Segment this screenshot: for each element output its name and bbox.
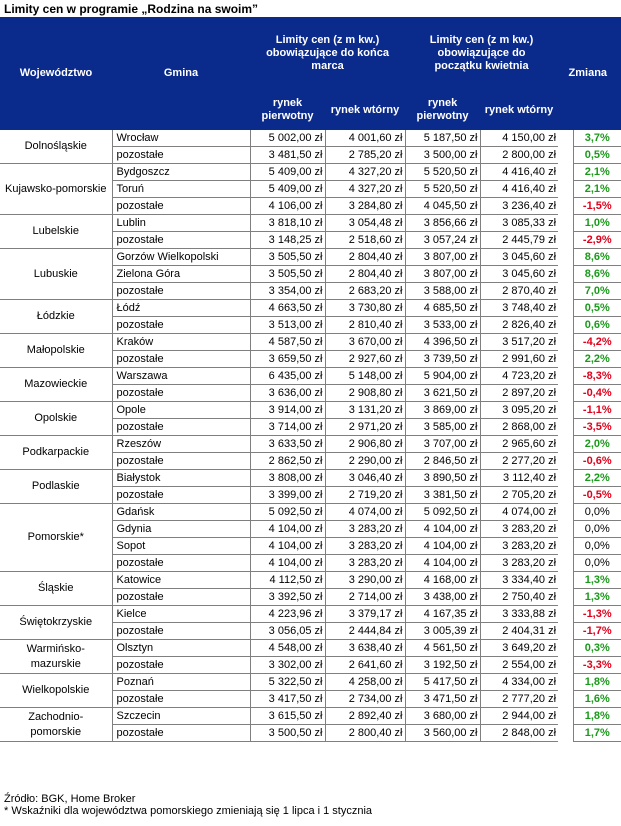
limit-primary-new: 3 588,00 zł xyxy=(405,283,480,300)
limit-primary-old: 4 112,50 zł xyxy=(250,572,325,589)
gmina-cell: pozostałe xyxy=(112,198,250,215)
limit-secondary-old: 2 785,20 zł xyxy=(325,147,405,164)
gmina-cell: pozostałe xyxy=(112,317,250,334)
gmina-cell: pozostałe xyxy=(112,555,250,572)
limit-secondary-old: 4 001,60 zł xyxy=(325,130,405,147)
limit-primary-old: 3 659,50 zł xyxy=(250,351,325,368)
limit-secondary-new: 2 991,60 zł xyxy=(480,351,558,368)
limit-primary-new: 3 807,00 zł xyxy=(405,249,480,266)
limit-primary-new: 5 187,50 zł xyxy=(405,130,480,147)
limit-primary-new: 2 846,50 zł xyxy=(405,453,480,470)
voivodeship-cell: Lubuskie xyxy=(0,249,112,300)
change-cell: -1,5% xyxy=(573,198,621,215)
change-cell: 0,3% xyxy=(573,640,621,657)
spacer-cell xyxy=(558,130,573,147)
spacer-cell xyxy=(558,351,573,368)
gmina-cell: Warszawa xyxy=(112,368,250,385)
spacer-cell xyxy=(558,504,573,521)
gmina-cell: pozostałe xyxy=(112,385,250,402)
voivodeship-cell: Opolskie xyxy=(0,402,112,436)
table-row xyxy=(0,368,621,385)
header-secondary-market-1: rynek wtórny xyxy=(325,90,405,130)
limit-primary-old: 5 409,00 zł xyxy=(250,181,325,198)
header-gmina: Gmina xyxy=(112,17,250,130)
table-row xyxy=(0,436,621,453)
limit-secondary-new: 3 112,40 zł xyxy=(480,470,558,487)
limit-secondary-old: 3 283,20 zł xyxy=(325,555,405,572)
limit-secondary-new: 2 897,20 zł xyxy=(480,385,558,402)
limit-primary-new: 5 904,00 zł xyxy=(405,368,480,385)
limit-secondary-old: 3 379,17 zł xyxy=(325,606,405,623)
limit-primary-old: 3 636,00 zł xyxy=(250,385,325,402)
limit-primary-old: 4 104,00 zł xyxy=(250,538,325,555)
spacer-cell xyxy=(558,674,573,691)
limit-primary-old: 5 092,50 zł xyxy=(250,504,325,521)
limit-secondary-old: 2 906,80 zł xyxy=(325,436,405,453)
limit-secondary-new: 2 277,20 zł xyxy=(480,453,558,470)
table-row xyxy=(0,572,621,589)
limit-primary-old: 3 808,00 zł xyxy=(250,470,325,487)
limit-secondary-new: 2 965,60 zł xyxy=(480,436,558,453)
spacer-cell xyxy=(558,215,573,232)
limit-primary-new: 3 890,50 zł xyxy=(405,470,480,487)
limit-primary-new: 3 471,50 zł xyxy=(405,691,480,708)
limit-secondary-old: 2 800,40 zł xyxy=(325,725,405,742)
limit-primary-old: 4 106,00 zł xyxy=(250,198,325,215)
gmina-cell: Opole xyxy=(112,402,250,419)
limit-primary-new: 4 685,50 zł xyxy=(405,300,480,317)
table-row xyxy=(0,300,621,317)
limit-secondary-new: 4 334,00 zł xyxy=(480,674,558,691)
limit-secondary-old: 2 927,60 zł xyxy=(325,351,405,368)
spacer-cell xyxy=(558,317,573,334)
limit-primary-new: 4 396,50 zł xyxy=(405,334,480,351)
change-cell: 0,5% xyxy=(573,147,621,164)
change-cell: -0,6% xyxy=(573,453,621,470)
limit-secondary-old: 5 148,00 zł xyxy=(325,368,405,385)
voivodeship-cell: Zachodnio-pomorskie xyxy=(0,708,112,742)
limit-primary-new: 3 192,50 zł xyxy=(405,657,480,674)
table-row xyxy=(0,708,621,725)
table-row xyxy=(0,215,621,232)
gmina-cell: Gorzów Wielkopolski xyxy=(112,249,250,266)
limit-primary-new: 3 807,00 zł xyxy=(405,266,480,283)
gmina-cell: Zielona Góra xyxy=(112,266,250,283)
change-cell: 2,0% xyxy=(573,436,621,453)
change-cell: 1,7% xyxy=(573,725,621,742)
gmina-cell: Bydgoszcz xyxy=(112,164,250,181)
change-cell: 2,2% xyxy=(573,470,621,487)
gmina-cell: Poznań xyxy=(112,674,250,691)
header-change: Zmiana xyxy=(558,17,621,130)
limit-primary-old: 3 354,00 zł xyxy=(250,283,325,300)
spacer-cell xyxy=(558,283,573,300)
gmina-cell: pozostałe xyxy=(112,283,250,300)
spacer-cell xyxy=(558,181,573,198)
gmina-cell: Białystok xyxy=(112,470,250,487)
spacer-cell xyxy=(558,589,573,606)
table-title: Limity cen w programie „Rodzina na swoim” xyxy=(4,2,259,16)
change-cell: -4,2% xyxy=(573,334,621,351)
price-limits-table xyxy=(0,17,621,742)
change-cell: 1,0% xyxy=(573,215,621,232)
spacer-cell xyxy=(558,725,573,742)
gmina-cell: Lublin xyxy=(112,215,250,232)
header-limits-until-march: Limity cen (z m kw.) obowiązujące do końca marca xyxy=(250,17,405,90)
limit-primary-old: 5 322,50 zł xyxy=(250,674,325,691)
limit-secondary-new: 2 777,20 zł xyxy=(480,691,558,708)
limit-primary-old: 3 714,00 zł xyxy=(250,419,325,436)
voivodeship-cell: Wielkopolskie xyxy=(0,674,112,708)
limit-secondary-new: 2 404,31 zł xyxy=(480,623,558,640)
limit-secondary-new: 3 748,40 zł xyxy=(480,300,558,317)
spacer-cell xyxy=(558,266,573,283)
limit-primary-old: 4 104,00 zł xyxy=(250,521,325,538)
limit-primary-new: 3 856,66 zł xyxy=(405,215,480,232)
limit-secondary-new: 3 517,20 zł xyxy=(480,334,558,351)
limit-secondary-new: 3 334,40 zł xyxy=(480,572,558,589)
limit-secondary-old: 3 054,48 zł xyxy=(325,215,405,232)
voivodeship-cell: Warmińsko-mazurskie xyxy=(0,640,112,674)
change-cell: 7,0% xyxy=(573,283,621,300)
limit-secondary-old: 4 327,20 zł xyxy=(325,181,405,198)
footer xyxy=(4,793,372,817)
limit-secondary-new: 2 848,00 zł xyxy=(480,725,558,742)
limit-primary-new: 3 381,50 zł xyxy=(405,487,480,504)
change-cell: 2,1% xyxy=(573,164,621,181)
gmina-cell: pozostałe xyxy=(112,691,250,708)
limit-primary-old: 4 663,50 zł xyxy=(250,300,325,317)
spacer-cell xyxy=(558,147,573,164)
limit-primary-old: 3 914,00 zł xyxy=(250,402,325,419)
limit-secondary-new: 3 045,60 zł xyxy=(480,266,558,283)
limit-primary-new: 3 621,50 zł xyxy=(405,385,480,402)
limit-secondary-old: 3 283,20 zł xyxy=(325,538,405,555)
limit-primary-new: 3 585,00 zł xyxy=(405,419,480,436)
limit-secondary-old: 3 670,00 zł xyxy=(325,334,405,351)
limit-primary-old: 3 148,25 zł xyxy=(250,232,325,249)
change-cell: -1,1% xyxy=(573,402,621,419)
change-cell: 0,6% xyxy=(573,317,621,334)
gmina-cell: pozostałe xyxy=(112,589,250,606)
limit-secondary-old: 2 892,40 zł xyxy=(325,708,405,725)
gmina-cell: pozostałe xyxy=(112,453,250,470)
limit-secondary-new: 2 868,00 zł xyxy=(480,419,558,436)
change-cell: 1,3% xyxy=(573,589,621,606)
gmina-cell: Kielce xyxy=(112,606,250,623)
limit-primary-new: 4 045,50 zł xyxy=(405,198,480,215)
voivodeship-cell: Małopolskie xyxy=(0,334,112,368)
header-primary-market-1: rynek pierwotny xyxy=(250,90,325,130)
limit-primary-new: 5 520,50 zł xyxy=(405,164,480,181)
limit-primary-old: 3 505,50 zł xyxy=(250,249,325,266)
limit-secondary-new: 2 705,20 zł xyxy=(480,487,558,504)
limit-secondary-new: 4 416,40 zł xyxy=(480,181,558,198)
limit-primary-old: 3 417,50 zł xyxy=(250,691,325,708)
limit-secondary-old: 2 714,00 zł xyxy=(325,589,405,606)
change-cell: -2,9% xyxy=(573,232,621,249)
limit-secondary-new: 4 074,00 zł xyxy=(480,504,558,521)
limit-secondary-new: 4 150,00 zł xyxy=(480,130,558,147)
limit-secondary-old: 3 046,40 zł xyxy=(325,470,405,487)
limit-primary-old: 3 500,50 zł xyxy=(250,725,325,742)
voivodeship-cell: Mazowieckie xyxy=(0,368,112,402)
spacer-cell xyxy=(558,334,573,351)
change-cell: -1,7% xyxy=(573,623,621,640)
table-row xyxy=(0,640,621,657)
limit-primary-old: 3 633,50 zł xyxy=(250,436,325,453)
limit-secondary-old: 4 258,00 zł xyxy=(325,674,405,691)
gmina-cell: Olsztyn xyxy=(112,640,250,657)
spacer-cell xyxy=(558,249,573,266)
voivodeship-cell: Pomorskie* xyxy=(0,504,112,572)
limit-primary-old: 5 002,00 zł xyxy=(250,130,325,147)
limit-primary-old: 4 548,00 zł xyxy=(250,640,325,657)
voivodeship-cell: Kujawsko-pomorskie xyxy=(0,164,112,215)
gmina-cell: pozostałe xyxy=(112,657,250,674)
limit-secondary-new: 2 826,40 zł xyxy=(480,317,558,334)
limit-primary-old: 3 056,05 zł xyxy=(250,623,325,640)
limit-primary-old: 3 481,50 zł xyxy=(250,147,325,164)
spacer-cell xyxy=(558,402,573,419)
table-row xyxy=(0,249,621,266)
spacer-cell xyxy=(558,657,573,674)
limit-primary-new: 3 739,50 zł xyxy=(405,351,480,368)
limit-primary-old: 3 818,10 zł xyxy=(250,215,325,232)
change-cell: 0,0% xyxy=(573,555,621,572)
limit-primary-new: 5 417,50 zł xyxy=(405,674,480,691)
spacer-cell xyxy=(558,232,573,249)
limit-secondary-old: 3 730,80 zł xyxy=(325,300,405,317)
limit-secondary-new: 2 870,40 zł xyxy=(480,283,558,300)
gmina-cell: Szczecin xyxy=(112,708,250,725)
spacer-cell xyxy=(558,164,573,181)
limit-primary-new: 4 104,00 zł xyxy=(405,555,480,572)
voivodeship-cell: Podlaskie xyxy=(0,470,112,504)
limit-primary-old: 4 104,00 zł xyxy=(250,555,325,572)
limit-primary-new: 3 500,00 zł xyxy=(405,147,480,164)
limit-primary-old: 3 302,00 zł xyxy=(250,657,325,674)
table-row xyxy=(0,504,621,521)
change-cell: 1,8% xyxy=(573,674,621,691)
change-cell: -0,4% xyxy=(573,385,621,402)
limit-primary-new: 3 680,00 zł xyxy=(405,708,480,725)
voivodeship-cell: Dolnośląskie xyxy=(0,130,112,164)
footnote: * Wskaźniki dla województwa pomorskiego zmieniają się 1 lipca i 1 stycznia xyxy=(4,805,373,817)
limit-primary-old: 3 505,50 zł xyxy=(250,266,325,283)
table-row xyxy=(0,470,621,487)
limit-secondary-old: 2 444,84 zł xyxy=(325,623,405,640)
change-cell: -1,3% xyxy=(573,606,621,623)
change-cell: 2,1% xyxy=(573,181,621,198)
table-row xyxy=(0,674,621,691)
spacer-cell xyxy=(558,385,573,402)
limit-secondary-new: 3 649,20 zł xyxy=(480,640,558,657)
limit-secondary-old: 3 284,80 zł xyxy=(325,198,405,215)
limit-secondary-old: 2 518,60 zł xyxy=(325,232,405,249)
limit-secondary-new: 3 236,40 zł xyxy=(480,198,558,215)
limit-primary-old: 5 409,00 zł xyxy=(250,164,325,181)
spacer-cell xyxy=(558,436,573,453)
change-cell: 3,7% xyxy=(573,130,621,147)
limit-primary-new: 4 104,00 zł xyxy=(405,521,480,538)
gmina-cell: pozostałe xyxy=(112,487,250,504)
gmina-cell: pozostałe xyxy=(112,351,250,368)
limit-secondary-new: 2 554,00 zł xyxy=(480,657,558,674)
limit-primary-new: 5 092,50 zł xyxy=(405,504,480,521)
change-cell: 1,6% xyxy=(573,691,621,708)
limit-primary-old: 3 615,50 zł xyxy=(250,708,325,725)
limit-secondary-old: 4 074,00 zł xyxy=(325,504,405,521)
limit-secondary-new: 3 045,60 zł xyxy=(480,249,558,266)
voivodeship-cell: Łódzkie xyxy=(0,300,112,334)
spacer-cell xyxy=(558,521,573,538)
limit-secondary-old: 2 810,40 zł xyxy=(325,317,405,334)
limit-primary-old: 4 223,96 zł xyxy=(250,606,325,623)
limit-secondary-old: 3 290,00 zł xyxy=(325,572,405,589)
header-secondary-market-2: rynek wtórny xyxy=(480,90,558,130)
limit-primary-old: 6 435,00 zł xyxy=(250,368,325,385)
limit-secondary-old: 2 734,00 zł xyxy=(325,691,405,708)
limit-secondary-old: 2 971,20 zł xyxy=(325,419,405,436)
gmina-cell: Toruń xyxy=(112,181,250,198)
limit-secondary-old: 3 131,20 zł xyxy=(325,402,405,419)
table-row xyxy=(0,130,621,147)
header-primary-market-2: rynek pierwotny xyxy=(405,90,480,130)
spacer-cell xyxy=(558,606,573,623)
spacer-cell xyxy=(558,453,573,470)
limit-secondary-old: 3 283,20 zł xyxy=(325,521,405,538)
spacer-cell xyxy=(558,691,573,708)
limit-secondary-new: 3 283,20 zł xyxy=(480,538,558,555)
change-cell: -0,5% xyxy=(573,487,621,504)
gmina-cell: Rzeszów xyxy=(112,436,250,453)
table-row xyxy=(0,402,621,419)
limit-secondary-old: 2 804,40 zł xyxy=(325,266,405,283)
change-cell: -3,3% xyxy=(573,657,621,674)
limit-primary-new: 3 533,00 zł xyxy=(405,317,480,334)
spacer-cell xyxy=(558,708,573,725)
spacer-cell xyxy=(558,572,573,589)
spacer-cell xyxy=(558,555,573,572)
gmina-cell: pozostałe xyxy=(112,147,250,164)
limit-primary-new: 3 869,00 zł xyxy=(405,402,480,419)
limit-primary-old: 3 399,00 zł xyxy=(250,487,325,504)
change-cell: 2,2% xyxy=(573,351,621,368)
gmina-cell: Gdańsk xyxy=(112,504,250,521)
limit-secondary-new: 4 723,20 zł xyxy=(480,368,558,385)
change-cell: 0,0% xyxy=(573,538,621,555)
voivodeship-cell: Lubelskie xyxy=(0,215,112,249)
change-cell: -3,5% xyxy=(573,419,621,436)
change-cell: 1,8% xyxy=(573,708,621,725)
spacer-cell xyxy=(558,640,573,657)
spacer-cell xyxy=(558,538,573,555)
header-limits-from-april: Limity cen (z m kw.) obowiązujące do początku kwietnia xyxy=(405,17,558,90)
gmina-cell: Katowice xyxy=(112,572,250,589)
limit-secondary-old: 2 804,40 zł xyxy=(325,249,405,266)
limit-primary-old: 2 862,50 zł xyxy=(250,453,325,470)
change-cell: 0,0% xyxy=(573,504,621,521)
gmina-cell: Sopot xyxy=(112,538,250,555)
change-cell: -8,3% xyxy=(573,368,621,385)
limit-primary-new: 3 707,00 zł xyxy=(405,436,480,453)
limit-primary-new: 4 104,00 zł xyxy=(405,538,480,555)
gmina-cell: pozostałe xyxy=(112,419,250,436)
limit-primary-new: 4 167,35 zł xyxy=(405,606,480,623)
gmina-cell: Gdynia xyxy=(112,521,250,538)
limit-secondary-old: 2 290,00 zł xyxy=(325,453,405,470)
gmina-cell: Łódź xyxy=(112,300,250,317)
table-row xyxy=(0,164,621,181)
change-cell: 0,0% xyxy=(573,521,621,538)
limit-secondary-new: 4 416,40 zł xyxy=(480,164,558,181)
header-voivodeship: Województwo xyxy=(0,17,112,130)
limit-secondary-new: 3 095,20 zł xyxy=(480,402,558,419)
limit-primary-new: 4 168,00 zł xyxy=(405,572,480,589)
voivodeship-cell: Śląskie xyxy=(0,572,112,606)
spacer-cell xyxy=(558,623,573,640)
gmina-cell: Kraków xyxy=(112,334,250,351)
voivodeship-cell: Podkarpackie xyxy=(0,436,112,470)
limit-secondary-old: 4 327,20 zł xyxy=(325,164,405,181)
spacer-cell xyxy=(558,198,573,215)
limit-secondary-new: 3 283,20 zł xyxy=(480,555,558,572)
spacer-cell xyxy=(558,368,573,385)
limit-primary-new: 3 438,00 zł xyxy=(405,589,480,606)
limit-primary-old: 4 587,50 zł xyxy=(250,334,325,351)
limit-primary-new: 3 057,24 zł xyxy=(405,232,480,249)
limit-primary-new: 3 560,00 zł xyxy=(405,725,480,742)
change-cell: 8,6% xyxy=(573,266,621,283)
limit-primary-new: 3 005,39 zł xyxy=(405,623,480,640)
source-note: Źródło: BGK, Home Broker xyxy=(4,793,136,805)
limit-secondary-new: 3 333,88 zł xyxy=(480,606,558,623)
table-row xyxy=(0,334,621,351)
voivodeship-cell: Świętokrzyskie xyxy=(0,606,112,640)
table-body xyxy=(0,130,621,742)
limit-primary-old: 3 392,50 zł xyxy=(250,589,325,606)
spacer-cell xyxy=(558,470,573,487)
limit-secondary-old: 2 683,20 zł xyxy=(325,283,405,300)
limit-secondary-new: 3 283,20 zł xyxy=(480,521,558,538)
limit-primary-old: 3 513,00 zł xyxy=(250,317,325,334)
limit-secondary-old: 3 638,40 zł xyxy=(325,640,405,657)
limit-secondary-old: 2 908,80 zł xyxy=(325,385,405,402)
limit-secondary-new: 2 750,40 zł xyxy=(480,589,558,606)
gmina-cell: pozostałe xyxy=(112,623,250,640)
limit-secondary-new: 2 944,00 zł xyxy=(480,708,558,725)
limit-secondary-new: 2 445,79 zł xyxy=(480,232,558,249)
change-cell: 0,5% xyxy=(573,300,621,317)
limit-secondary-old: 2 641,60 zł xyxy=(325,657,405,674)
change-cell: 8,6% xyxy=(573,249,621,266)
limit-primary-new: 4 561,50 zł xyxy=(405,640,480,657)
limit-primary-new: 5 520,50 zł xyxy=(405,181,480,198)
table-row xyxy=(0,606,621,623)
limit-secondary-old: 2 719,20 zł xyxy=(325,487,405,504)
spacer-cell xyxy=(558,419,573,436)
limit-secondary-new: 3 085,33 zł xyxy=(480,215,558,232)
gmina-cell: Wrocław xyxy=(112,130,250,147)
spacer-cell xyxy=(558,300,573,317)
spacer-cell xyxy=(558,487,573,504)
limit-secondary-new: 2 800,00 zł xyxy=(480,147,558,164)
change-cell: 1,3% xyxy=(573,572,621,589)
gmina-cell: pozostałe xyxy=(112,232,250,249)
gmina-cell: pozostałe xyxy=(112,725,250,742)
